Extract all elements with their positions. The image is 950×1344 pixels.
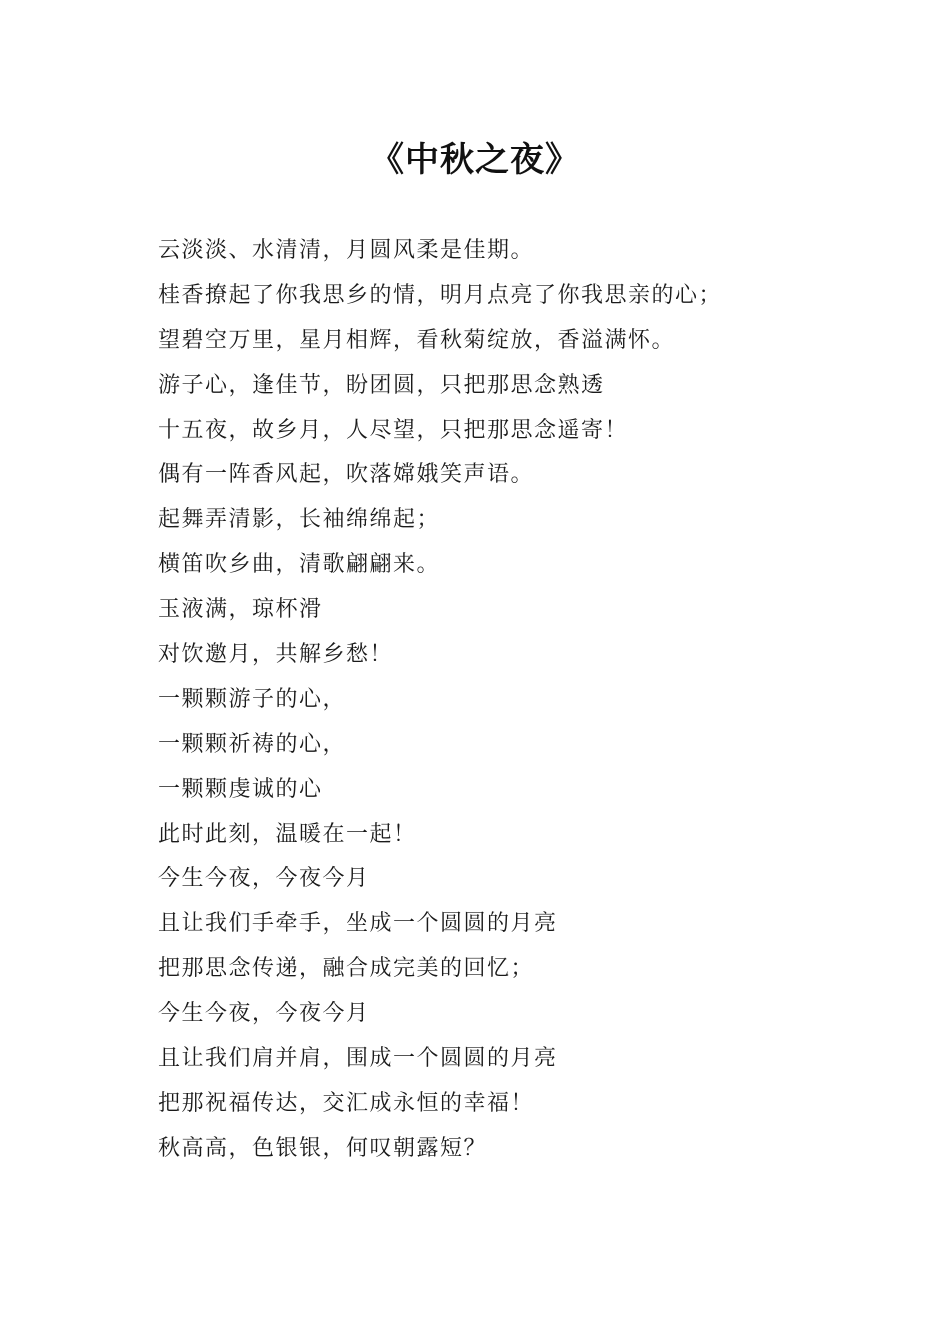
poem-line: 云淡淡、水清清，月圆风柔是佳期。 (158, 238, 535, 263)
poem-line: 十五夜，故乡月，人尽望，只把那思念遥寄！ (158, 417, 629, 443)
poem-line: 对饮邀月，共解乡愁！ (158, 642, 394, 668)
poem-line: 今生今夜，今夜今月 (158, 866, 370, 892)
poem-line: 且让我们手牵手，坐成一个圆圆的月亮 (158, 911, 558, 937)
poem-line: 起舞弄清影，长袖绵绵起； (158, 507, 441, 533)
poem-line: 游子心，逢佳节，盼团圆，只把那思念熟透 (158, 372, 605, 398)
poem-line: 望碧空万里，星月相辉，看秋菊绽放，香溢满怀。 (158, 327, 676, 353)
poem-title: 《中秋之夜》 (370, 140, 580, 180)
poem-line: 桂香撩起了你我思乡的情，明月点亮了你我思亲的心； (158, 282, 723, 308)
poem-line: 把那祝福传达，交汇成永恒的幸福！ (158, 1090, 535, 1116)
poem-line: 此时此刻，温暖在一起！ (158, 821, 417, 847)
poem-line: 且让我们肩并肩，围成一个圆圆的月亮 (158, 1046, 558, 1072)
poem-line: 横笛吹乡曲，清歌翩翩来。 (158, 552, 441, 578)
poem-line: 偶有一阵香风起，吹落嫦娥笑声语。 (158, 462, 535, 488)
poem-line: 今生今夜，今夜今月 (158, 1001, 370, 1027)
poem-line: 一颗颗虔诚的心 (158, 776, 323, 802)
poem-line: 一颗颗游子的心， (158, 686, 347, 712)
poem-line: 秋高高，色银银，何叹朝露短？ (158, 1135, 488, 1161)
poem-line: 玉液满，琼杯滑 (158, 597, 323, 623)
poem-body (158, 229, 858, 1172)
poem-line: 一颗颗祈祷的心， (158, 731, 347, 757)
poem-line: 把那思念传递，融合成完美的回忆； (158, 956, 535, 982)
